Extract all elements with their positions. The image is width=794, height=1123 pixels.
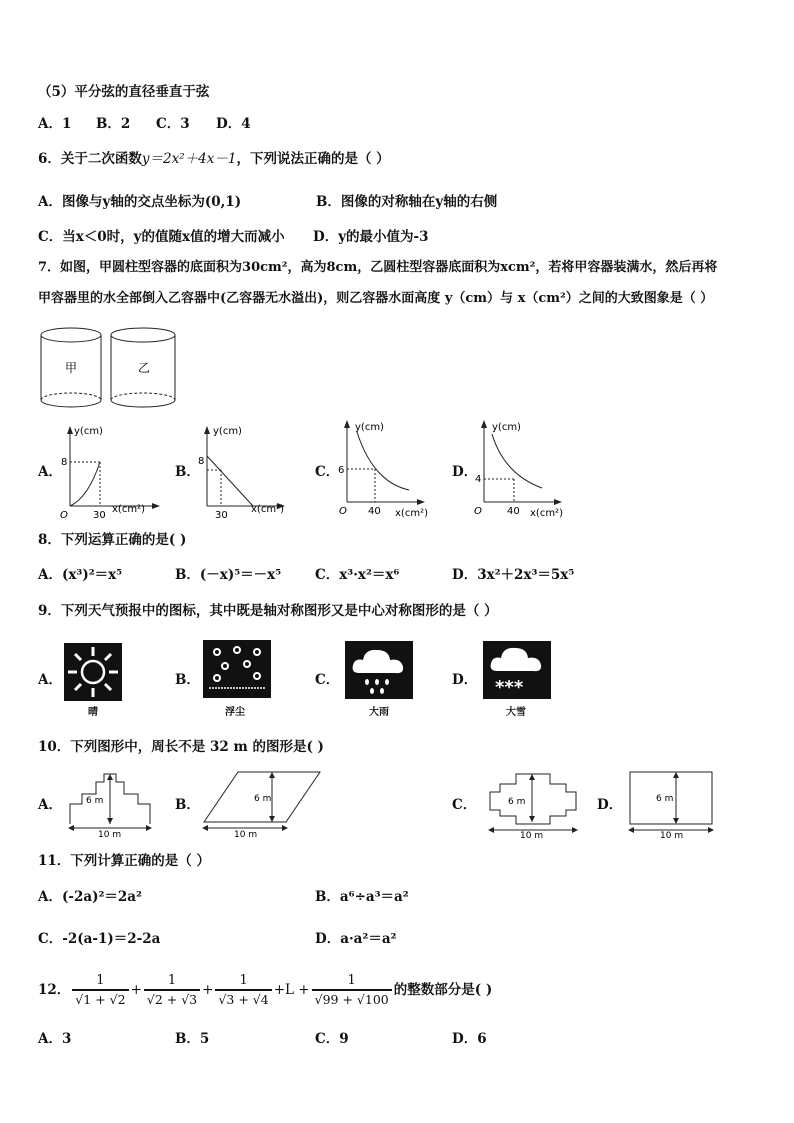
- graph-d-ylabel: y(cm): [492, 422, 521, 433]
- q11-option-a[interactable]: A．(-2a)²＝2a²: [38, 889, 142, 905]
- q6-option-b[interactable]: B．图像的对称轴在y轴的右侧: [316, 194, 498, 210]
- heavy-rain-icon: [345, 641, 413, 699]
- q6-function: y＝2x²＋4x－1: [141, 151, 237, 167]
- q8-option-a[interactable]: A．(x³)²＝x⁵: [38, 567, 123, 583]
- q6-option-c[interactable]: C．当x＜0时，y的值随x值的增大而减小: [38, 229, 285, 245]
- q7-stem-line2: 甲容器里的水全部倒入乙容器中(乙容器无水溢出)，则乙容器水面高度 y（cm）与 x（cm²）之间的大致图象是（ ）: [38, 291, 714, 306]
- q12-term-1: [72, 972, 128, 1008]
- cylinder-jia-label: 甲: [65, 361, 78, 375]
- fig-d-height: 6 m: [656, 794, 674, 804]
- q7-stem-line1: 7．如图，甲圆柱型容器的底面积为30cm²，高为8cm，乙圆柱型容器底面积为xcm²，若将甲容器装满水，然后再将: [38, 260, 718, 275]
- q7-graph-b: [195, 420, 295, 520]
- q12-option-c[interactable]: C．9: [315, 1031, 349, 1047]
- q11-stem: 11．下列计算正确的是（ ）: [38, 853, 210, 869]
- q12-plus-1: +: [130, 982, 142, 998]
- q7-graph-c: [335, 418, 440, 520]
- q7-option-a[interactable]: A．: [38, 464, 62, 480]
- graph-a-xtick: 30: [93, 510, 106, 520]
- q12-option-b[interactable]: B．5: [175, 1031, 210, 1047]
- q12-option-d[interactable]: D．6: [452, 1031, 487, 1047]
- q5-option-d[interactable]: D．4: [216, 116, 251, 132]
- q8-option-b[interactable]: B．(－x)⁵＝－x⁵: [175, 567, 282, 583]
- q7-option-b[interactable]: B．: [175, 464, 200, 480]
- q12-term-1-num: 1: [72, 972, 128, 990]
- graph-c-ytick: 6: [338, 465, 345, 476]
- q12-term-2-num: 1: [144, 972, 200, 990]
- q12-term-last-num: 1: [312, 972, 392, 990]
- q12-term-2-den: √2 + √3: [144, 990, 200, 1008]
- graph-a-origin: O: [60, 510, 68, 520]
- q10-option-d[interactable]: D．: [597, 797, 623, 813]
- sunny-caption: 晴: [88, 707, 98, 718]
- graph-b-xtick: 30: [215, 510, 228, 520]
- q6-stem: [38, 150, 390, 168]
- q8-stem: 8．下列运算正确的是( ): [38, 532, 187, 548]
- graph-a-xlabel: x(cm²): [112, 504, 145, 515]
- q12-number: 12．: [38, 982, 71, 998]
- q12-tail: 的整数部分是( ): [393, 982, 493, 998]
- q7-option-d[interactable]: D．: [452, 464, 478, 480]
- graph-b-xlabel: x(cm²): [251, 504, 284, 515]
- q7-option-c[interactable]: C．: [315, 464, 340, 480]
- heavy-rain-caption: 大雨: [369, 707, 389, 718]
- q10-option-a[interactable]: A．: [38, 797, 62, 813]
- graph-c-xlabel: x(cm²): [395, 508, 428, 519]
- dust-icon: [203, 640, 271, 698]
- q11-option-b[interactable]: B．a⁶÷a³＝a²: [315, 889, 409, 905]
- q12-term-last: [312, 972, 392, 1008]
- q11-option-d[interactable]: D．a·a²＝a²: [315, 931, 397, 947]
- q10-figure-a: [64, 768, 160, 838]
- graph-b-ytick: 8: [198, 456, 205, 467]
- q9-option-a[interactable]: A．: [38, 672, 62, 688]
- graph-c-ylabel: y(cm): [355, 422, 384, 433]
- cylinder-yi: [111, 328, 175, 407]
- q8-option-d[interactable]: D．3x²＋2x³＝5x⁵: [452, 567, 575, 583]
- q12-plus-2: +: [202, 982, 214, 998]
- q5-statement: （5）平分弦的直径垂直于弦: [38, 84, 210, 100]
- fig-b-width: 10 m: [234, 830, 258, 838]
- q12-term-3-num: 1: [215, 972, 271, 990]
- graph-b-ylabel: y(cm): [213, 426, 242, 437]
- graph-d-xtick: 40: [507, 506, 520, 517]
- q6-option-d[interactable]: D．y的最小值为-3: [313, 229, 429, 245]
- fig-d-width: 10 m: [660, 831, 684, 838]
- q12-ellipsis: +L +: [273, 982, 310, 998]
- q10-figure-d: [626, 766, 716, 838]
- graph-a-ytick: 8: [61, 457, 68, 468]
- q8-option-c[interactable]: C．x³·x²＝x⁶: [315, 567, 400, 583]
- cylinder-jia: [41, 328, 101, 407]
- q5-option-c[interactable]: C．3: [156, 116, 190, 132]
- graph-d-xlabel: x(cm²): [530, 508, 563, 519]
- q12-term-3: [215, 972, 271, 1008]
- fig-a-width: 10 m: [98, 830, 122, 838]
- q12-term-1-den: √1 + √2: [72, 990, 128, 1008]
- q7-graph-a: [56, 420, 166, 520]
- q9-option-d[interactable]: D．: [452, 672, 478, 688]
- q10-option-b[interactable]: B．: [175, 797, 200, 813]
- heavy-snow-caption: 大雪: [506, 707, 526, 718]
- q12-option-a[interactable]: A．3: [38, 1031, 72, 1047]
- q5-option-b[interactable]: B．2: [96, 116, 131, 132]
- q10-stem: 10．下列图形中，周长不是 32 m 的图形是( ): [38, 739, 324, 755]
- q11-option-c[interactable]: C．-2(a-1)＝2-2a: [38, 931, 161, 947]
- q6-stem-end: ，下列说法正确的是（ ）: [236, 151, 390, 167]
- q12-term-2: [144, 972, 200, 1008]
- q10-figure-c: [484, 766, 584, 838]
- graph-d-origin: O: [474, 506, 482, 517]
- graph-d-ytick: 4: [475, 474, 482, 485]
- fig-b-height: 6 m: [254, 794, 272, 804]
- q5-option-a[interactable]: A．1: [38, 116, 72, 132]
- sunny-icon: [64, 643, 122, 701]
- q12-term-3-den: √3 + √4: [215, 990, 271, 1008]
- graph-a-ylabel: y(cm): [74, 426, 103, 437]
- q9-stem: 9．下列天气预报中的图标，其中既是轴对称图形又是中心对称图形的是（ ）: [38, 603, 498, 619]
- q9-option-b[interactable]: B．: [175, 672, 200, 688]
- snowflakes-icon: ***: [495, 677, 524, 698]
- fig-c-height: 6 m: [508, 797, 526, 807]
- q7-cylinders-figure: [35, 320, 185, 415]
- q6-option-a[interactable]: A．图像与y轴的交点坐标为(0,1): [38, 194, 242, 210]
- q9-option-c[interactable]: C．: [315, 672, 340, 688]
- cylinder-yi-label: 乙: [138, 361, 151, 375]
- heavy-snow-icon: [483, 641, 551, 699]
- q7-graph-d: [470, 418, 575, 520]
- q10-option-c[interactable]: C．: [452, 797, 477, 813]
- q12-term-last-den: √99 + √100: [312, 990, 392, 1008]
- q12-expression: [38, 970, 492, 1010]
- graph-c-origin: O: [339, 506, 347, 517]
- fig-c-width: 10 m: [520, 831, 544, 838]
- graph-c-xtick: 40: [368, 506, 381, 517]
- q6-stem-start: 6．关于二次函数: [38, 151, 142, 167]
- q10-figure-b: [200, 768, 324, 838]
- dust-caption: 浮尘: [225, 707, 245, 718]
- fig-a-height: 6 m: [86, 796, 104, 806]
